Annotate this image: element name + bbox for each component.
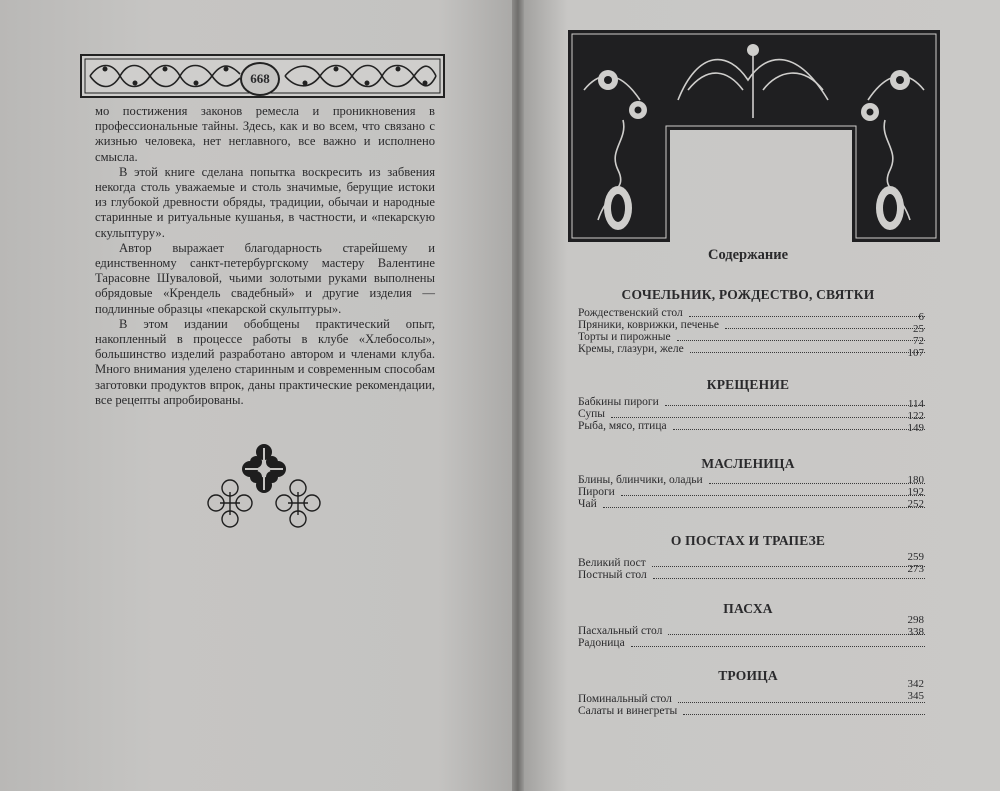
prose-body — [95, 104, 435, 408]
toc-entry[interactable] — [578, 486, 928, 498]
toc-entry[interactable] — [578, 705, 928, 717]
toc-page-number: 342 — [907, 678, 924, 690]
leader-dots — [611, 417, 925, 418]
toc-section-title: ТРОИЦА — [718, 668, 778, 683]
toc-entry[interactable] — [578, 343, 928, 355]
toc-page-number: 273 — [907, 563, 924, 575]
leader-dots — [603, 507, 925, 508]
page-number: 668 — [240, 62, 280, 96]
toc-entry[interactable] — [578, 331, 928, 343]
toc-entry-label: Пряники, коврижки, печенье — [578, 319, 720, 331]
toc-section-title: О ПОСТАХ И ТРАПЕЗЕ — [670, 533, 826, 548]
leader-dots — [668, 634, 925, 635]
toc-entry[interactable] — [578, 637, 928, 649]
toc-entry-label: Рыба, мясо, птица — [578, 420, 667, 432]
toc-entry[interactable] — [578, 408, 928, 420]
toc-entry-label: Поминальный стол — [578, 693, 672, 705]
toc-entry-label: Пасхальный стол — [578, 625, 663, 637]
toc-entry[interactable] — [578, 557, 928, 569]
toc-section-title: МАСЛЕНИЦА — [701, 456, 795, 471]
toc-entry-label: Салаты и винегреты — [578, 705, 678, 717]
toc-entry-label: Бабкины пироги — [578, 396, 659, 408]
toc-page-number: 114 — [907, 398, 924, 410]
toc-entry-label: Торты и пирожные — [578, 331, 671, 343]
cross-ornament-icon — [205, 440, 323, 532]
toc-page-number: 180 — [907, 474, 924, 486]
toc-section-title: СОЧЕЛЬНИК, РОЖДЕСТВО, СВЯТКИ — [621, 287, 875, 302]
toc-entry-label: Кремы, глазури, желе — [578, 343, 684, 355]
toc-page-number: 252 — [907, 498, 924, 510]
toc-entry[interactable] — [578, 307, 928, 319]
toc-entry-label: Радоница — [578, 637, 625, 649]
toc-section-title: КРЕЩЕНИЕ — [706, 377, 790, 392]
toc-page-number: 149 — [907, 422, 924, 434]
leader-dots — [652, 566, 925, 567]
toc-entry[interactable] — [578, 396, 928, 408]
toc-section-title: ПАСХА — [723, 601, 773, 616]
frame-ornament-icon — [568, 30, 940, 242]
toc-entry-label: Рождественский стол — [578, 307, 683, 319]
toc-entry[interactable] — [578, 498, 928, 510]
toc-entry[interactable] — [578, 693, 928, 705]
leader-dots — [631, 646, 925, 647]
toc-title: Содержание — [707, 247, 789, 263]
toc-page-number: 338 — [907, 626, 924, 638]
toc-entry[interactable] — [578, 319, 928, 331]
toc-entry-label: Постный стол — [578, 569, 647, 581]
toc-entry[interactable] — [578, 569, 928, 581]
paragraph: Автор выражает благодарность старейшему и единственному санкт-петербургскому мастеру Валентине Тарасовне Шуваловой, чьими золотыми руками выполнены обрядовые «Крендель свадебный» и другие изделия — подлинные образцы «пекарской скульптуры». — [95, 240, 435, 316]
leader-dots — [621, 495, 925, 496]
toc-entry[interactable] — [578, 625, 928, 637]
toc-entry-label: Супы — [578, 408, 606, 420]
toc-entry-label: Блины, блинчики, оладьи — [578, 474, 703, 486]
toc-entry-label: Великий пост — [578, 557, 646, 569]
toc-entry-label: Чай — [578, 498, 597, 510]
toc-page-number: 192 — [907, 486, 924, 498]
toc-page-number: 25 — [913, 323, 924, 335]
toc-page-number: 298 — [907, 614, 924, 626]
toc-entry[interactable] — [578, 474, 928, 486]
paragraph: В этой книге сделана попытка воскресить из забвения некогда столь уважаемые и столь значимые, берущие истоки из глубокой древности обряды, традиции, обычаи и народные старинные и ритуальные кушанья, в частности, и «пекарскую скульптуру». — [95, 164, 435, 240]
paragraph: мо постижения законов ремесла и проникновения в профессиональные тайны. Здесь, как и во всем, что связано с жизнью человека, нет неглавного, все важно и исполнено смысла. — [95, 104, 435, 164]
leader-dots — [665, 405, 925, 406]
toc-page-number: 122 — [907, 410, 924, 422]
toc-entry-label: Пироги — [578, 486, 615, 498]
toc-page-number: 72 — [913, 335, 924, 347]
leader-dots — [683, 714, 925, 715]
paragraph: В этом издании обобщены практический опыт, накопленный в процессе работы в клубе «Хлебосолы», большинство изделий разработано автором и членами клуба. Много внимания уделено старинным и современным способам заготовки продуктов впрок, даны практические рекомендации, все рецепты апробированы. — [95, 316, 435, 407]
toc-page-number: 107 — [907, 347, 924, 359]
toc-page-number: 259 — [907, 551, 924, 563]
book-gutter — [512, 0, 524, 791]
toc-page-number: 6 — [918, 311, 924, 323]
toc-entry[interactable] — [578, 420, 928, 432]
leader-dots — [653, 578, 925, 579]
toc-page-number: 345 — [907, 690, 924, 702]
leader-dots — [678, 702, 925, 703]
